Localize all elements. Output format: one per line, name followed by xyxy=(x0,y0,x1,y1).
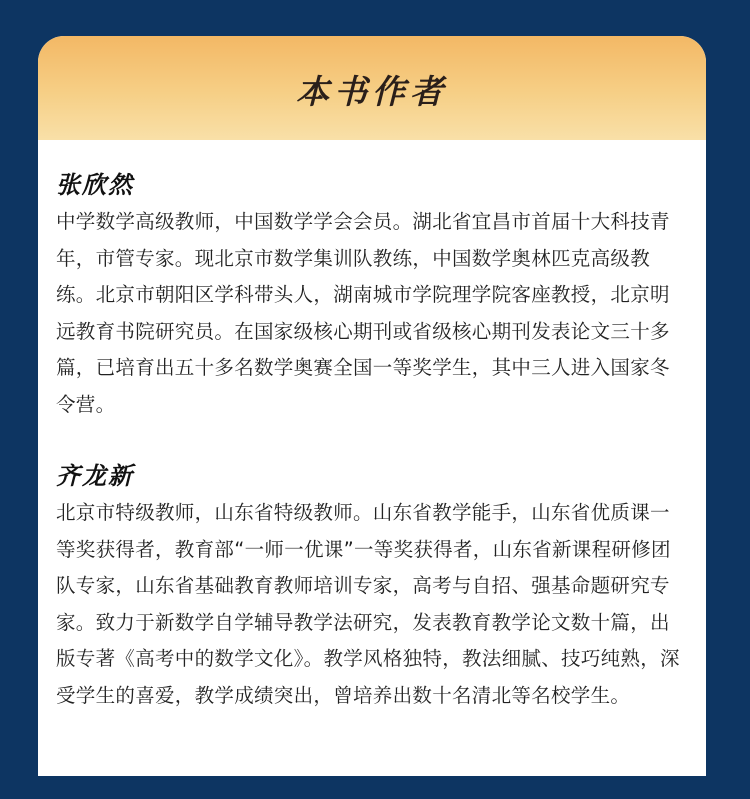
card-body xyxy=(38,140,706,714)
author-bio: 中学数学高级教师，中国数学学会会员。湖北省宜昌市首届十大科技青年，市管专家。现北京市数学集训队教练，中国数学奥林匹克高级教练。北京市朝阳区学科带头人，湖南城市学院理学院客座教授，北京明远教育书院研究员。在国家级核心期刊或省级核心期刊发表论文三十多篇，已培育出五十多名数学奥赛全国一等奖学生，其中三人进入国家冬令营。 xyxy=(56,210,670,416)
author-name: 张欣然 xyxy=(56,171,134,199)
author-block-2 xyxy=(56,461,688,714)
author-bio: 北京市特级教师，山东省特级教师。山东省教学能手，山东省优质课一等奖获得者，教育部“一师一优课”一等奖获得者，山东省新课程研修团队专家，山东省基础教育教师培训专家，高考与自招、强基命题研究专家。致力于新数学自学辅导教学法研究，发表教育教学论文数十篇，出版专著《高考中的数学文化》。教学风格独特，教法细腻、技巧纯熟，深受学生的喜爱，教学成绩突出，曾培养出数十名清北等名校学生。 xyxy=(56,501,680,707)
card-header xyxy=(38,36,706,140)
author-card xyxy=(38,36,706,776)
author-block-1 xyxy=(56,170,688,423)
card-title: 本书作者 xyxy=(296,71,448,111)
author-name: 齐龙新 xyxy=(56,462,134,490)
